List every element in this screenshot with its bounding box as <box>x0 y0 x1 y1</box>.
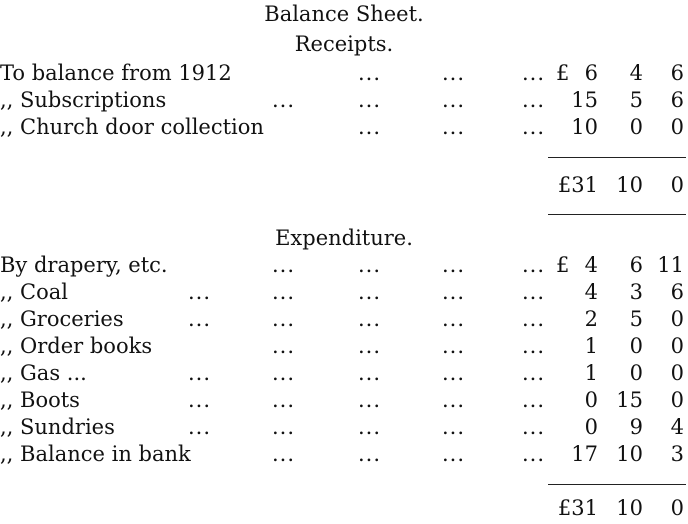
amount-pence: 6 <box>670 88 684 112</box>
leader-dots: ... <box>522 361 546 385</box>
leader-dots: ... <box>272 415 296 439</box>
leader-dots: ... <box>522 307 546 331</box>
total-pence: 0 <box>670 496 684 520</box>
leader-dots: ... <box>272 442 296 466</box>
leader-dots: ... <box>442 253 466 277</box>
leader-dots: ... <box>188 361 212 385</box>
amount-pence: 11 <box>657 253 684 277</box>
amount-pence: 6 <box>670 280 684 304</box>
leader-dots: ... <box>522 280 546 304</box>
leader-dots: ... <box>358 253 382 277</box>
amount-shillings: 15 <box>616 388 643 412</box>
leader-dots: ... <box>442 280 466 304</box>
leader-dots: ... <box>442 61 466 85</box>
amount-pounds: 0 <box>584 388 598 412</box>
leader-dots: ... <box>442 307 466 331</box>
row-label: ,, Balance in bank <box>0 442 191 466</box>
leader-dots: ... <box>272 334 296 358</box>
total-pounds: £31 <box>557 173 598 197</box>
total-rule <box>548 214 686 215</box>
leader-dots: ... <box>272 361 296 385</box>
leader-dots: ... <box>522 415 546 439</box>
receipts-heading: Receipts. <box>294 32 394 56</box>
leader-dots: ... <box>522 253 546 277</box>
leader-dots: ... <box>188 415 212 439</box>
leader-dots: ... <box>522 115 546 139</box>
leader-dots: ... <box>358 361 382 385</box>
amount-shillings: 5 <box>629 88 643 112</box>
leader-dots: ... <box>442 361 466 385</box>
amount-pounds: 15 <box>571 88 598 112</box>
amount-shillings: 0 <box>629 361 643 385</box>
leader-dots: ... <box>442 115 466 139</box>
total-pounds: £31 <box>557 496 598 520</box>
receipt-row <box>0 114 688 141</box>
row-label: By drapery, etc. <box>0 253 168 277</box>
total-shillings: 10 <box>616 173 643 197</box>
expenditure-row <box>0 279 688 306</box>
row-label: ,, Coal <box>0 280 68 304</box>
amount-pounds: 6 <box>584 61 598 85</box>
leader-dots: ... <box>358 115 382 139</box>
amount-pence: 6 <box>670 61 684 85</box>
leader-dots: ... <box>272 280 296 304</box>
row-label: ,, Sundries <box>0 415 115 439</box>
leader-dots: ... <box>442 334 466 358</box>
amount-pounds: 1 <box>584 361 598 385</box>
total-rule <box>548 484 686 485</box>
leader-dots: ... <box>272 253 296 277</box>
amount-pounds: 4 <box>584 253 598 277</box>
leader-dots: ... <box>522 388 546 412</box>
leader-dots: ... <box>522 88 546 112</box>
leader-dots: ... <box>272 388 296 412</box>
leader-dots: ... <box>358 388 382 412</box>
leader-dots: ... <box>522 61 546 85</box>
leader-dots: ... <box>188 307 212 331</box>
row-label: ,, Order books <box>0 334 153 358</box>
total-pence: 0 <box>670 173 684 197</box>
amount-shillings: 6 <box>629 253 643 277</box>
leader-dots: ... <box>442 442 466 466</box>
leader-dots: ... <box>358 442 382 466</box>
expenditure-row <box>0 441 688 468</box>
amount-pence: 3 <box>670 442 684 466</box>
leader-dots: ... <box>188 388 212 412</box>
amount-pounds: 0 <box>584 415 598 439</box>
row-label: ,, Gas ... <box>0 361 87 385</box>
expenditure-row <box>0 360 688 387</box>
expenditure-row <box>0 333 688 360</box>
leader-dots: ... <box>358 307 382 331</box>
leader-dots: ... <box>358 88 382 112</box>
leader-dots: ... <box>442 88 466 112</box>
expenditure-row <box>0 414 688 441</box>
amount-pence: 0 <box>670 388 684 412</box>
row-label: ,, Subscriptions <box>0 88 167 112</box>
amount-pence: 0 <box>670 307 684 331</box>
row-label: ,, Boots <box>0 388 80 412</box>
amount-shillings: 10 <box>616 442 643 466</box>
amount-shillings: 3 <box>629 280 643 304</box>
row-label: To balance from 1912 <box>0 61 232 85</box>
leader-dots: ... <box>358 61 382 85</box>
currency-symbol: £ <box>556 253 570 277</box>
amount-shillings: 0 <box>629 115 643 139</box>
expenditure-heading: Expenditure. <box>275 226 413 250</box>
row-label: ,, Groceries <box>0 307 124 331</box>
amount-shillings: 4 <box>629 61 643 85</box>
leader-dots: ... <box>188 280 212 304</box>
amount-shillings: 5 <box>629 307 643 331</box>
receipt-row <box>0 87 688 114</box>
amount-pence: 0 <box>670 115 684 139</box>
amount-pounds: 10 <box>571 115 598 139</box>
amount-shillings: 9 <box>629 415 643 439</box>
amount-shillings: 0 <box>629 334 643 358</box>
receipt-row <box>0 60 688 87</box>
amount-pounds: 2 <box>584 307 598 331</box>
receipts-total-row <box>0 172 688 199</box>
expenditure-total-row <box>0 495 688 522</box>
leader-dots: ... <box>358 415 382 439</box>
leader-dots: ... <box>358 334 382 358</box>
amount-pence: 0 <box>670 334 684 358</box>
amount-pence: 0 <box>670 361 684 385</box>
total-shillings: 10 <box>616 496 643 520</box>
row-label: ,, Church door collection <box>0 115 264 139</box>
leader-dots: ... <box>442 388 466 412</box>
leader-dots: ... <box>522 334 546 358</box>
leader-dots: ... <box>358 280 382 304</box>
amount-pence: 4 <box>670 415 684 439</box>
expenditure-row <box>0 387 688 414</box>
expenditure-row <box>0 252 688 279</box>
expenditure-row <box>0 306 688 333</box>
leader-dots: ... <box>272 88 296 112</box>
leader-dots: ... <box>272 307 296 331</box>
leader-dots: ... <box>442 415 466 439</box>
currency-symbol: £ <box>556 61 570 85</box>
document-title: Balance Sheet. <box>264 2 424 26</box>
amount-pounds: 17 <box>571 442 598 466</box>
amount-pounds: 1 <box>584 334 598 358</box>
amount-pounds: 4 <box>584 280 598 304</box>
leader-dots: ... <box>522 442 546 466</box>
total-rule <box>548 157 686 158</box>
